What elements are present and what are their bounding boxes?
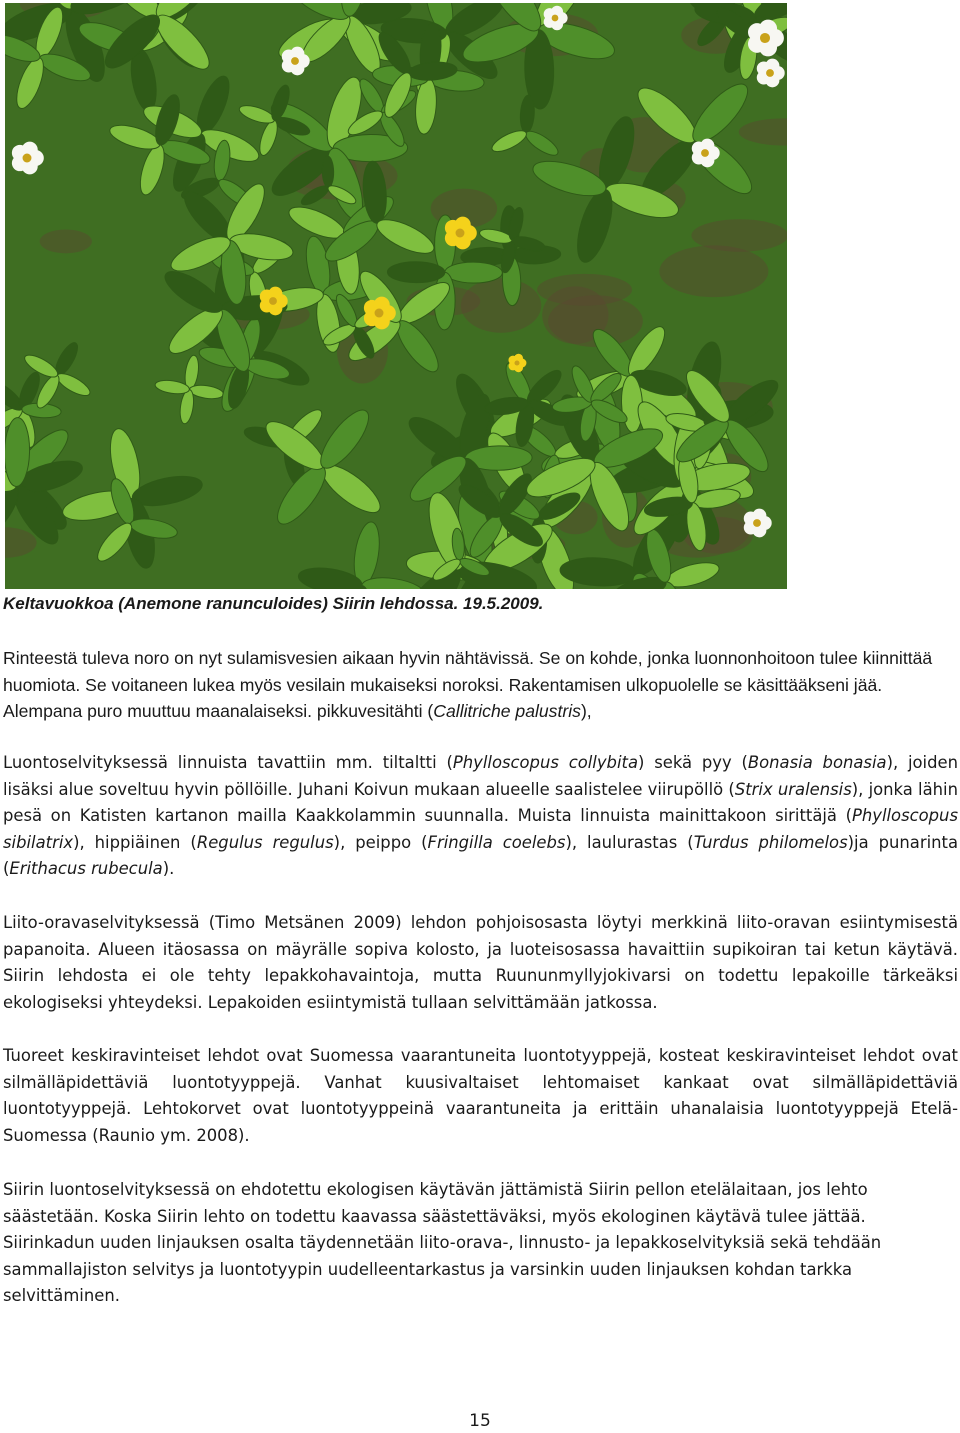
text-run: ), jonka lähin pesä on Katisten kartanon mailla Kaakkolammin suunnalla. Muista linnuista mainittakoon sirittäjä (	[3, 779, 958, 826]
paragraph-habitat-types: Tuoreet keskiravinteiset lehdot ovat Suomessa vaarantuneita luontotyyppejä, kosteat keskiravinteiset lehdot ovat silmälläpidettäviä luontotyyppejä. Vanhat kuusivaltaiset lehtomaiset kankaat ovat silmälläpidettäviä luontotyyppejä. Lehtokorvet ovat luontotyyppeinä vaarantuneita ja erittäin uhanalaisia luontotyyppejä Etelä-Suomessa (Raunio ym. 2008).	[3, 1046, 958, 1145]
species-name: Erithacus rubecula	[9, 859, 163, 879]
species-name: Regulus regulus	[196, 832, 334, 852]
soil-patch	[659, 245, 768, 297]
text-run: ), joiden lisäksi alue soveltuu hyvin pöllöille. Juhani Koivun mukaan alueelle saalistelee viirupöllö (	[3, 753, 958, 799]
soil-patch	[691, 219, 787, 252]
paragraph-flying-squirrel: Liito-oravaselvityksessä (Timo Metsänen 2009) lehdon pohjoisosasta löytyi merkkinä liito-oravan esiintymisestä papanoita. Alueen itäosassa on mäyrälle sopiva kolosto, ja luoteisosassa havaittiin supikoiran tai ketun käytävä. Siirin lehdosta ei ole tehty lepakkohavaintoja, mutta Ruununmyllyjokivarsi on todettu lepakoille tärkeäksi ekologiseksi yhteydeksi. Lepakoiden esiintymistä tullaan selvittämään jatkossa.	[3, 913, 958, 1012]
text-run: ).	[162, 859, 175, 879]
paragraph-birds	[3, 750, 958, 883]
anemone-photo	[5, 3, 787, 589]
species-name: Phylloscopus collybita	[452, 753, 638, 772]
photo-caption: Keltavuokkoa (Anemone ranunculoides) Siirin lehdossa. 19.5.2009.	[3, 594, 544, 613]
text-run: )ja punarinta (	[3, 832, 958, 879]
text-run: ), laulurastas (	[565, 832, 694, 852]
soil-patch	[40, 229, 92, 253]
paragraph-noro-text: Rinteestä tuleva noro on nyt sulamisvesien aikaan hyvin nähtävissä. Se on kohde, jonka luonnonhoitoon tulee kiinnittää huomiota. Se voitaneen lukea myös vesilain mukaiseksi noroksi. Rakentamisen ulkopuolelle se käsittääkseni jää. Alempana puro muuttuu maanalaiseksi. pikkuvesitähti (	[3, 648, 933, 722]
soil-patch	[537, 274, 632, 306]
text-run: Luontoselvityksessä linnuista tavattiin mm. tiltaltti (	[3, 753, 453, 772]
soil-patch	[461, 278, 541, 332]
anemone-photo-drawing	[5, 3, 787, 589]
text-run: ), hippiäinen (	[73, 832, 197, 852]
paragraph-ecological-corridor: Siirin luontoselvityksessä on ehdotettu ekologisen käytävän jättämistä Siirin pellon etelälaitaan, jos lehto säästetään. Koska Siirin lehto on todettu kaavassa säästettäväksi, myös ekologinen käytävä tulee jättää. Siirinkadun uuden linjauksen osalta täydennetään liito-orava-, linnusto- ja lepakkoselvityksiä sekä tehdään sammallajiston selvitys ja luontotyypin uudelleentarkastus ja varsinkin uuden linjauksen kohdan tarkka selvittäminen.	[3, 1180, 882, 1306]
text-run: ) sekä pyy (	[637, 753, 748, 772]
text-run: ), peippo (	[333, 832, 428, 852]
species-callitriche: Callitriche palustris	[433, 701, 581, 722]
species-name: Fringilla coelebs	[427, 832, 566, 852]
page-number: 15	[469, 1411, 491, 1431]
species-name: Turdus philomelos	[693, 832, 848, 852]
paragraph-noro	[3, 645, 958, 725]
species-name: Bonasia bonasia	[747, 753, 887, 772]
paragraph-noro-tail: ),	[580, 701, 592, 722]
species-name: Strix uralensis	[734, 779, 852, 799]
species-name: Phylloscopus sibilatrix	[3, 806, 958, 852]
